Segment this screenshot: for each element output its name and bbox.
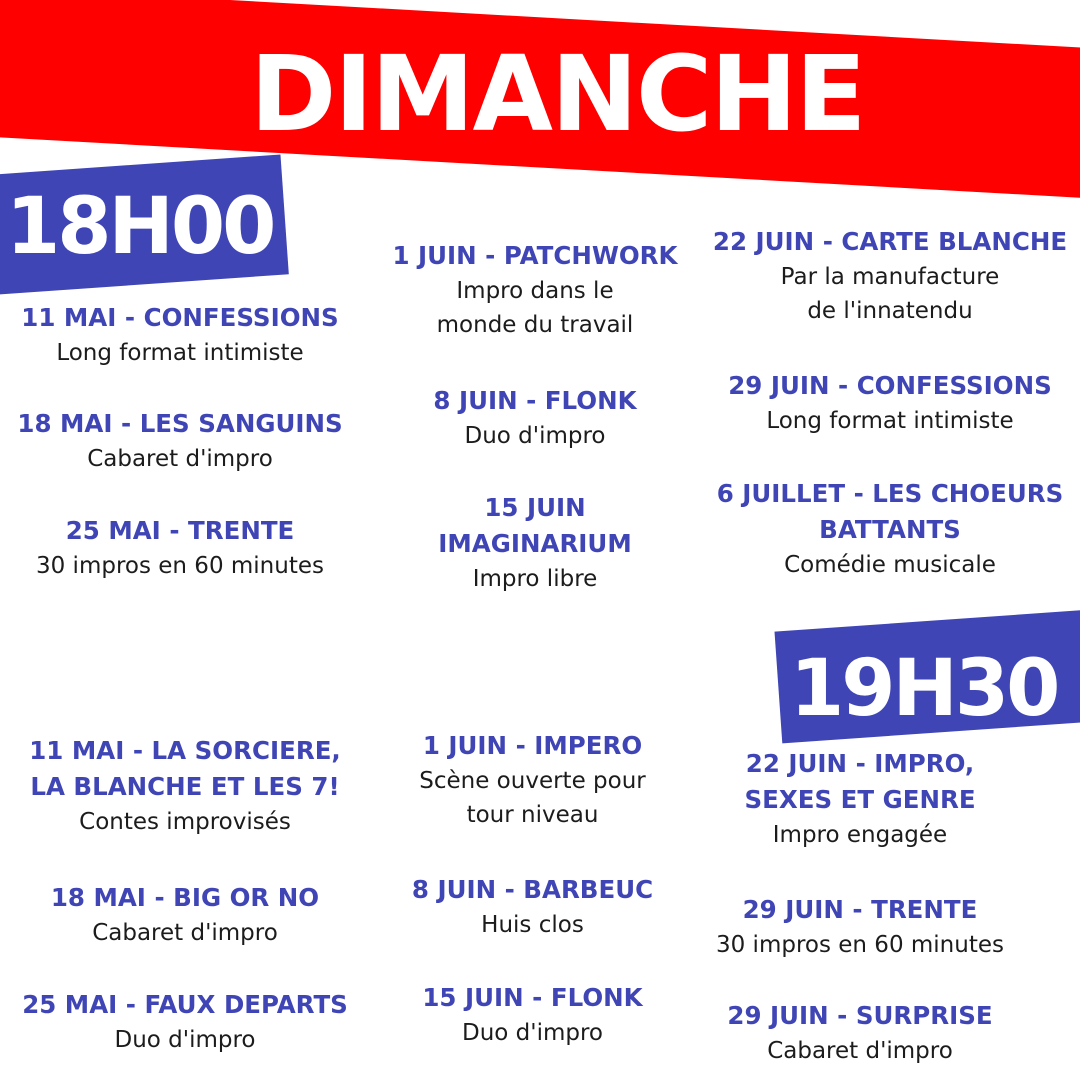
event-card bbox=[360, 872, 705, 942]
event-card bbox=[0, 406, 360, 476]
event-title: 8 JUIN - FLONK bbox=[433, 386, 637, 415]
event-card bbox=[360, 728, 705, 832]
event-title: BATTANTS bbox=[819, 515, 961, 544]
event-description: Duo d'impro bbox=[461, 1020, 603, 1046]
event-title: 15 JUIN - FLONK bbox=[422, 983, 643, 1012]
event-title: 1 JUIN - IMPERO bbox=[422, 731, 643, 760]
event-description: Comédie musicale bbox=[784, 552, 996, 578]
event-title: 25 MAI - TRENTE bbox=[65, 516, 295, 545]
event-title: 29 JUIN - SURPRISE bbox=[727, 1001, 993, 1030]
event-description: Long format intimiste bbox=[766, 408, 1014, 434]
event-card bbox=[680, 998, 1040, 1068]
event-title: 1 JUIN - PATCHWORK bbox=[392, 241, 678, 270]
event-title: 22 JUIN - IMPRO, bbox=[745, 749, 975, 778]
event-description: Impro dans le bbox=[456, 278, 614, 304]
event-title: LA BLANCHE ET LES 7! bbox=[30, 772, 340, 801]
event-card bbox=[360, 238, 710, 342]
event-title: 29 JUIN - CONFESSIONS bbox=[728, 371, 1052, 400]
event-card bbox=[0, 880, 370, 950]
event-title: 6 JUILLET - LES CHOEURS bbox=[716, 479, 1064, 508]
event-description: Cabaret d'impro bbox=[87, 446, 273, 472]
event-card bbox=[0, 300, 360, 370]
event-description: Cabaret d'impro bbox=[767, 1038, 953, 1064]
event-title: IMAGINARIUM bbox=[438, 529, 632, 558]
event-description: de l'innatendu bbox=[807, 298, 973, 324]
event-description: Duo d'impro bbox=[464, 423, 606, 449]
event-title: 18 MAI - LES SANGUINS bbox=[17, 409, 343, 438]
event-description: monde du travail bbox=[436, 312, 634, 338]
event-title: SEXES ET GENRE bbox=[744, 785, 976, 814]
event-title: 15 JUIN bbox=[484, 493, 586, 522]
event-description: Cabaret d'impro bbox=[92, 920, 278, 946]
event-description: 30 impros en 60 minutes bbox=[35, 553, 324, 579]
event-description: tour niveau bbox=[466, 802, 599, 828]
event-description: Impro libre bbox=[472, 566, 598, 592]
event-title: 8 JUIN - BARBEUC bbox=[411, 875, 654, 904]
event-title: 11 MAI - LA SORCIERE, bbox=[29, 736, 341, 765]
event-title: 11 MAI - CONFESSIONS bbox=[21, 303, 339, 332]
event-description: 30 impros en 60 minutes bbox=[715, 932, 1004, 958]
event-title: 29 JUIN - TRENTE bbox=[742, 895, 978, 924]
event-card bbox=[360, 980, 705, 1050]
event-card bbox=[0, 987, 370, 1057]
event-description: Duo d'impro bbox=[114, 1027, 256, 1053]
event-card bbox=[0, 513, 360, 583]
event-description: Scène ouverte pour bbox=[419, 768, 646, 794]
event-description: Impro engagée bbox=[772, 822, 948, 848]
event-card bbox=[700, 224, 1080, 328]
event-card bbox=[360, 383, 710, 453]
event-title: 22 JUIN - CARTE BLANCHE bbox=[712, 227, 1068, 256]
event-description: Par la manufacture bbox=[780, 264, 1000, 290]
event-card bbox=[360, 490, 710, 596]
event-card bbox=[680, 892, 1040, 962]
time-label-1800: 18H00 bbox=[6, 182, 274, 272]
event-card bbox=[700, 476, 1080, 582]
event-description: Huis clos bbox=[481, 912, 584, 938]
event-card bbox=[700, 368, 1080, 438]
event-card bbox=[680, 746, 1040, 852]
event-description: Contes improvisés bbox=[79, 809, 291, 835]
event-description: Long format intimiste bbox=[56, 340, 304, 366]
event-card bbox=[0, 733, 370, 839]
event-title: 25 MAI - FAUX DEPARTS bbox=[22, 990, 348, 1019]
event-title: 18 MAI - BIG OR NO bbox=[50, 883, 320, 912]
time-label-1930: 19H30 bbox=[790, 644, 1058, 734]
page-title: DIMANCHE bbox=[250, 33, 865, 155]
